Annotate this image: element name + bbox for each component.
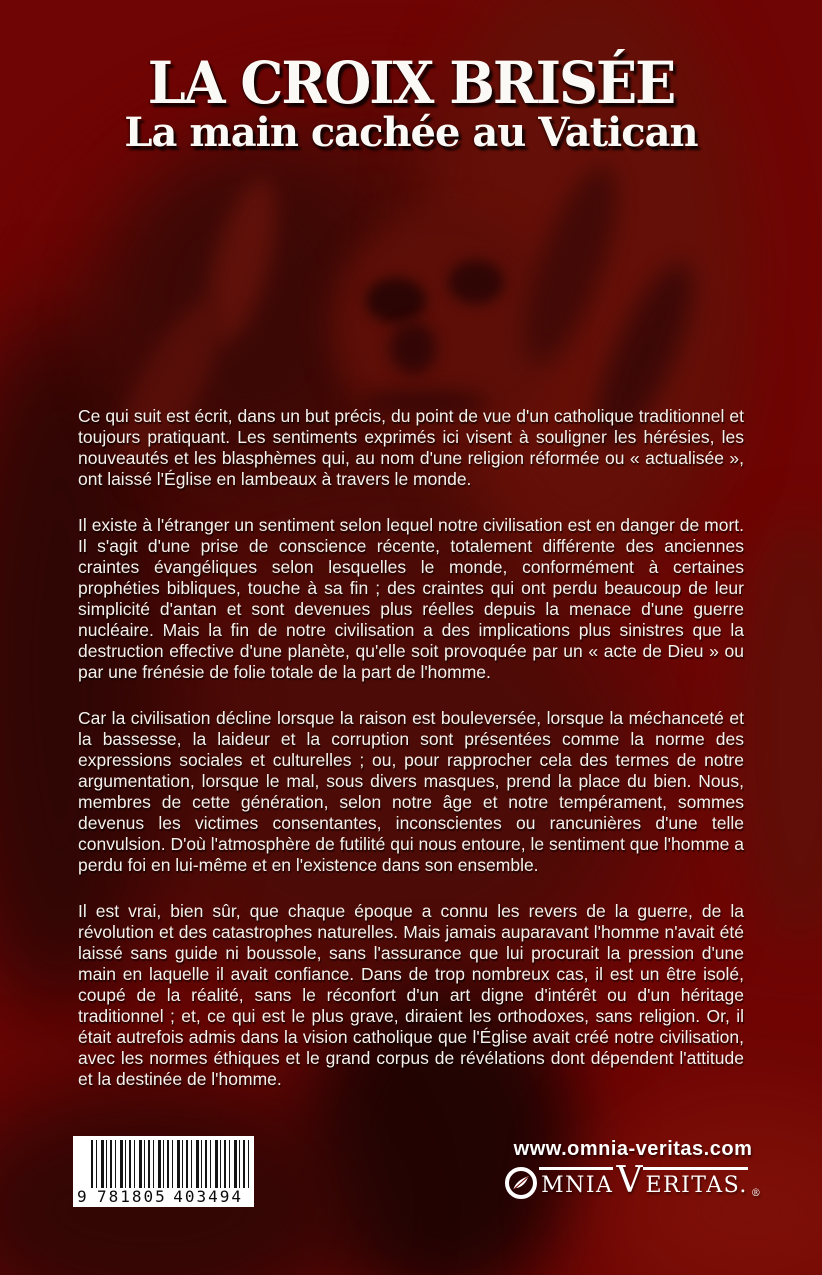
leaf-o-icon — [505, 1167, 537, 1199]
registered-trademark-icon: ® — [750, 1188, 761, 1199]
blurb-paragraph-4: Il est vrai, bien sûr, que chaque époque a connu les revers de la guerre, de la révolution et des catastrophes naturelles. Mais jamais auparavant l'homme n'avait été laissé sans guide ni boussole, sans l'assurance que lui procurait la pression d'une main en laquelle il avait confiance. Dans de trop nombreux cas, il est un être isolé, coupé de la réalité, sans le réconfort d'un art digne d'intérêt ou d'un héritage traditionnel ; et, ce qui est le plus grave, diraient les orthodoxes, sans religion. Or, il était autrefois admis dans la vision catholique que l'Église avait créé notre civilisation, avec les normes éthiques et le grand corpus de révélations dont dépendent l'attitude et la destinée de l'homme. — [78, 901, 744, 1089]
isbn-barcode — [73, 1136, 254, 1207]
title-block — [0, 47, 822, 156]
barcode-bars — [91, 1140, 249, 1188]
skull-nose-shadow — [390, 322, 436, 374]
blurb-paragraph-2: Il existe à l'étranger un sentiment selon lequel notre civilisation est en danger de mort. Il s'agit d'une prise de conscience récente, totalement différente des anciennes craintes évangéliques selon lesquelles le monde, conformément à certaines prophéties bibliques, touche à sa fin ; des craintes qui ont perdu beaucoup de leur simplicité d'antan et sont devenues plus réelles depuis la menace d'une guerre nucléaire. Mais la fin de notre civilisation a des implications plus sinistres que la destruction effective d'une planète, qu'elle soit provoquée par un « acte de Dieu » ou par une frénésie de folie totale de la part de l'homme. — [78, 515, 744, 682]
skull-eye-socket — [366, 278, 426, 323]
logo-letter-v: V — [616, 1160, 643, 1201]
barcode-lead-digit: 9 — [77, 1187, 87, 1206]
publisher-website: www.omnia-veritas.com — [513, 1138, 753, 1160]
logo-text-mnia: MNIA — [541, 1173, 614, 1198]
blurb-paragraph-1: Ce qui suit est écrit, dans un but précis, du point de vue d'un catholique traditionnel et toujours pratiquant. Les sentiments exprimés ici visent à souligner les hérésies, les nouveautés et les blasphèmes qui, au nom d'une religion réformée ou « actualisée », ont laissé l'Église en lambeaux à travers le monde. — [78, 406, 744, 489]
hand-finger-image — [735, 520, 822, 940]
publisher-logo — [493, 1160, 773, 1201]
barcode-number — [91, 1188, 249, 1205]
barcode-group-1: 781805 — [97, 1187, 167, 1206]
logo-text-eritas: ERITAS. — [645, 1173, 748, 1198]
skull-eye-socket — [448, 260, 504, 304]
blurb-paragraph-3: Car la civilisation décline lorsque la raison est bouleversée, lorsque la méchanceté et la bassesse, la laideur et la corruption sont présentées comme la norme des expressions sociales et culturelles ; ou, pour rapprocher cela des termes de notre argumentation, lorsque le mal, sous divers masques, prend la place du bien. Nous, membres de cette génération, selon notre âge et notre tempérament, sommes devenus les victimes consentantes, inconscientes ou rancunières d'une telle convulsion. D'où l'atmosphère de futilité qui nous entoure, le sentiment que l'homme a perdu foi en lui-même et en l'existence dans son ensemble. — [78, 708, 744, 875]
barcode-group-2: 403494 — [173, 1187, 243, 1206]
publisher-block — [493, 1138, 773, 1199]
back-cover-blurb — [78, 406, 744, 1090]
book-title: LA CROIX BRISÉE — [147, 47, 675, 117]
book-subtitle: La main cachée au Vatican — [124, 108, 698, 156]
